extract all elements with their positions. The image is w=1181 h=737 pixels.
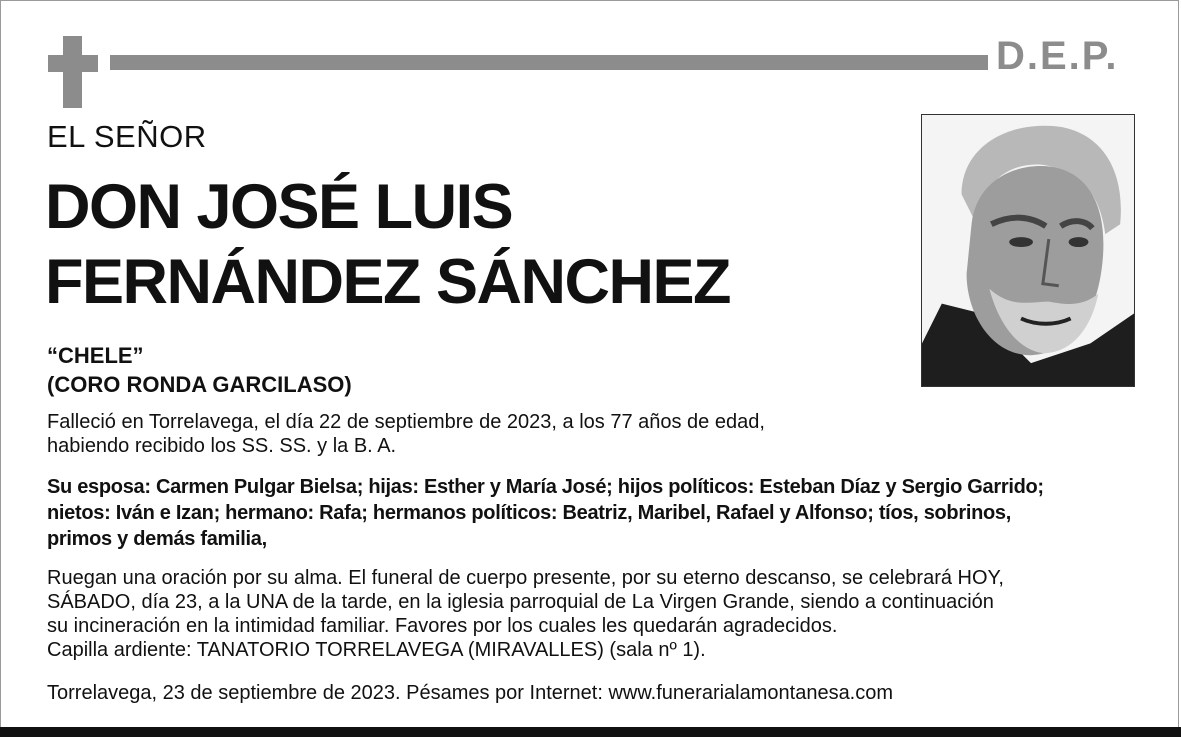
portrait-photo	[921, 114, 1135, 387]
death-line: Falleció en Torrelavega, el día 22 de septiembre de 2023, a los 77 años de edad,	[47, 411, 765, 433]
cross-icon	[48, 36, 98, 108]
ceremony-paragraph	[47, 566, 1004, 662]
affiliation: (CORO RONDA GARCILASO)	[47, 372, 352, 397]
header-rule	[110, 55, 988, 70]
family-line: nietos: Iván e Izan; hermano: Rafa; hermanos políticos: Beatriz, Maribel, Rafael y Alfonso; tíos, sobrinos,	[47, 502, 1012, 524]
name-line-1: DON JOSÉ LUIS	[45, 172, 513, 242]
death-line: habiendo recibido los SS. SS. y la B. A.	[47, 435, 397, 457]
ceremony-line: su incineración en la intimidad familiar. Favores por los cuales les quedarán agradecidos.	[47, 615, 838, 637]
name-line-2: FERNÁNDEZ SÁNCHEZ	[45, 247, 731, 317]
family-line: primos y demás familia,	[47, 528, 267, 550]
bottom-border	[0, 727, 1181, 737]
ceremony-line: Ruegan una oración por su alma. El funeral de cuerpo presente, por su eterno descanso, se celebrará HOY,	[47, 567, 1004, 589]
footer-line: Torrelavega, 23 de septiembre de 2023. Pésames por Internet: www.funerarialamontanesa.com	[47, 682, 894, 704]
title-prefix: EL SEÑOR	[47, 119, 207, 154]
death-paragraph	[47, 410, 765, 458]
deceased-name	[45, 170, 730, 320]
nickname: “CHELE”	[47, 343, 144, 368]
family-line: Su esposa: Carmen Pulgar Bielsa; hijas: Esther y María José; hijos políticos: Esteban Díaz y Sergio Garrido;	[47, 476, 1044, 498]
ceremony-line: SÁBADO, día 23, a la UNA de la tarde, en la iglesia parroquial de La Virgen Grande, siendo a continuación	[47, 591, 994, 613]
nickname-block	[47, 341, 352, 399]
ceremony-line: Capilla ardiente: TANATORIO TORRELAVEGA (MIRAVALLES) (sala nº 1).	[47, 639, 706, 661]
dep-label: D.E.P.	[996, 34, 1119, 78]
family-paragraph	[47, 474, 1044, 552]
